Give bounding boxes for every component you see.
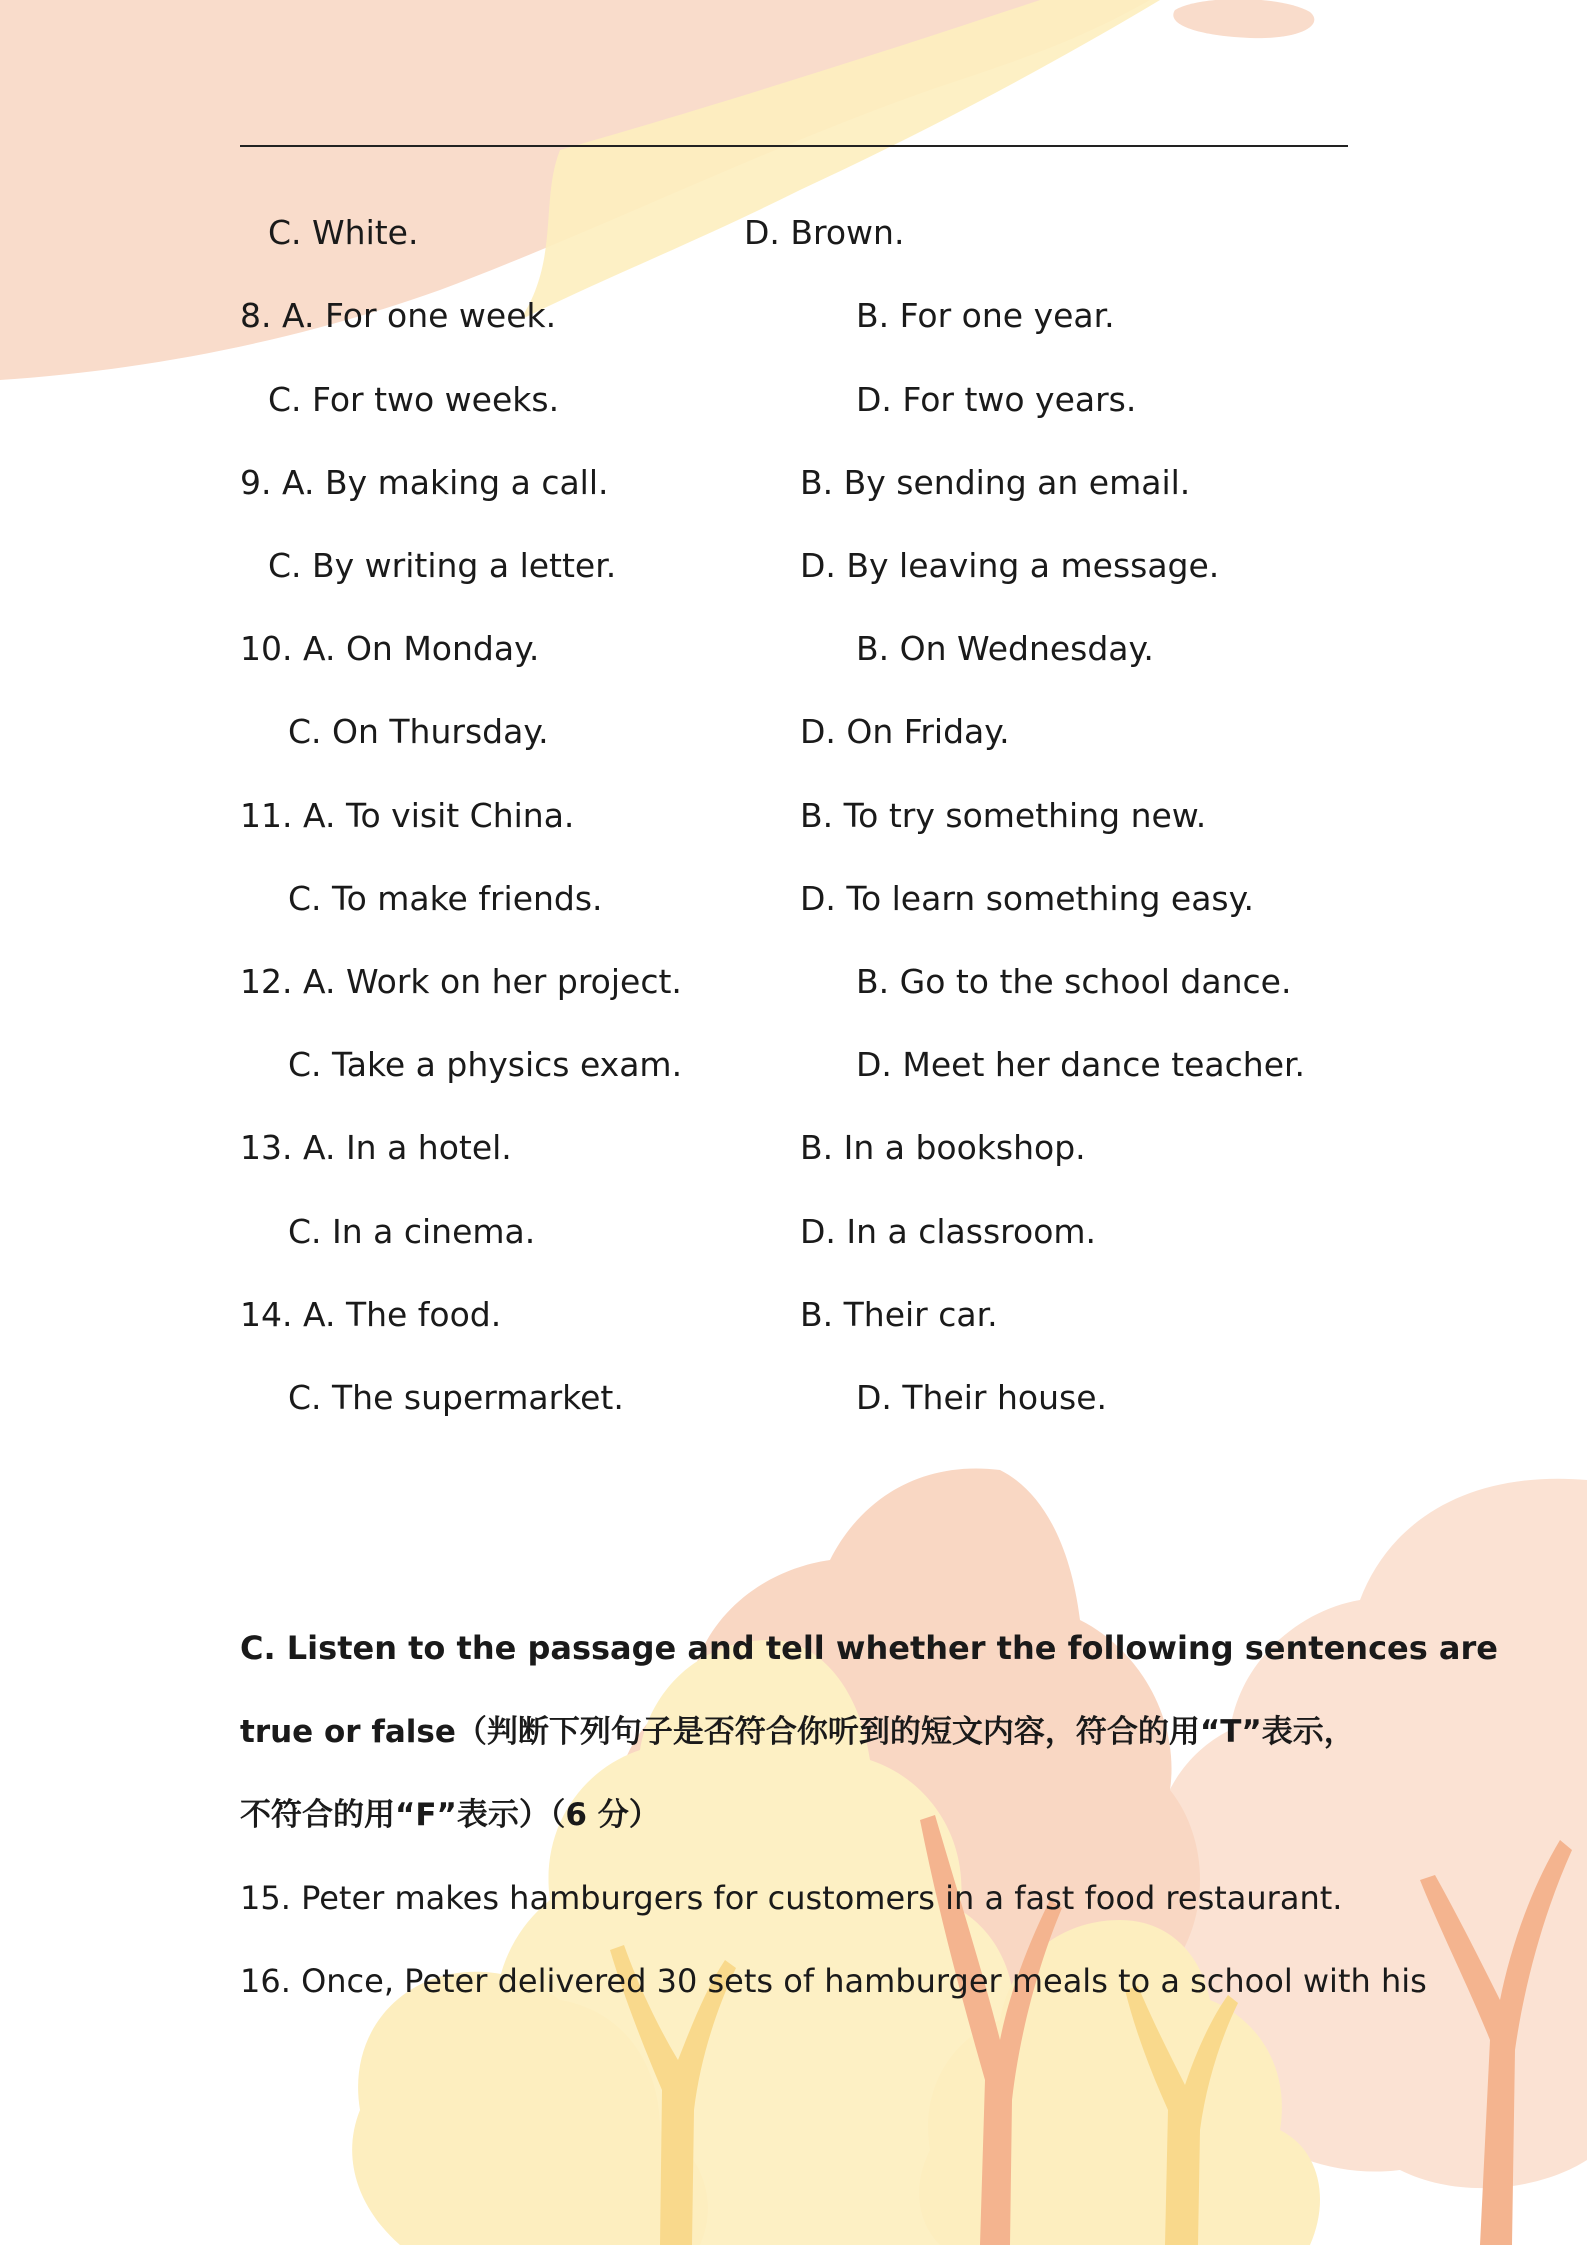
- option-11b: B. To try something new.: [800, 796, 1207, 835]
- question-11a: 11. A. To visit China.: [240, 796, 575, 835]
- option-14c: C. The supermarket.: [288, 1378, 624, 1417]
- option-12d: D. Meet her dance teacher.: [856, 1045, 1306, 1084]
- option-10d: D. On Friday.: [800, 712, 1010, 751]
- question-13a: 13. A. In a hotel.: [240, 1128, 512, 1167]
- option-7c: C. White.: [268, 213, 419, 252]
- question-15: 15. Peter makes hamburgers for customers in a fast food restaurant.: [240, 1879, 1343, 1917]
- question-8a: 8. A. For one week.: [240, 296, 557, 335]
- question-9a: 9. A. By making a call.: [240, 463, 609, 502]
- option-10c: C. On Thursday.: [288, 712, 549, 751]
- option-13b: B. In a bookshop.: [800, 1128, 1086, 1167]
- option-13c: C. In a cinema.: [288, 1212, 536, 1251]
- question-14a: 14. A. The food.: [240, 1295, 502, 1334]
- option-8d: D. For two years.: [856, 380, 1137, 419]
- option-10b: B. On Wednesday.: [856, 629, 1154, 668]
- option-13d: D. In a classroom.: [800, 1212, 1097, 1251]
- question-12a: 12. A. Work on her project.: [240, 962, 682, 1001]
- option-9c: C. By writing a letter.: [268, 546, 617, 585]
- section-c-instructions-line2: true or false（判断下列句子是否符合你听到的短文内容，符合的用“T”表示，: [240, 1714, 1355, 1750]
- section-c-instructions-line3: 不符合的用“F”表示）（6 分）: [240, 1797, 660, 1833]
- option-11d: D. To learn something easy.: [800, 879, 1254, 918]
- question-16: 16. Once, Peter delivered 30 sets of hamburger meals to a school with his: [240, 1962, 1427, 2000]
- option-14b: B. Their car.: [800, 1295, 998, 1334]
- option-12b: B. Go to the school dance.: [856, 962, 1292, 1001]
- option-7d: D. Brown.: [744, 213, 905, 252]
- option-11c: C. To make friends.: [288, 879, 603, 918]
- header-rule: [240, 145, 1348, 147]
- option-9b: B. By sending an email.: [800, 463, 1191, 502]
- option-9d: D. By leaving a message.: [800, 546, 1220, 585]
- option-8c: C. For two weeks.: [268, 380, 560, 419]
- option-14d: D. Their house.: [856, 1378, 1107, 1417]
- option-12c: C. Take a physics exam.: [288, 1045, 683, 1084]
- section-c-instructions-line1: C. Listen to the passage and tell whether the following sentences are: [240, 1629, 1498, 1667]
- option-8b: B. For one year.: [856, 296, 1115, 335]
- question-10a: 10. A. On Monday.: [240, 629, 540, 668]
